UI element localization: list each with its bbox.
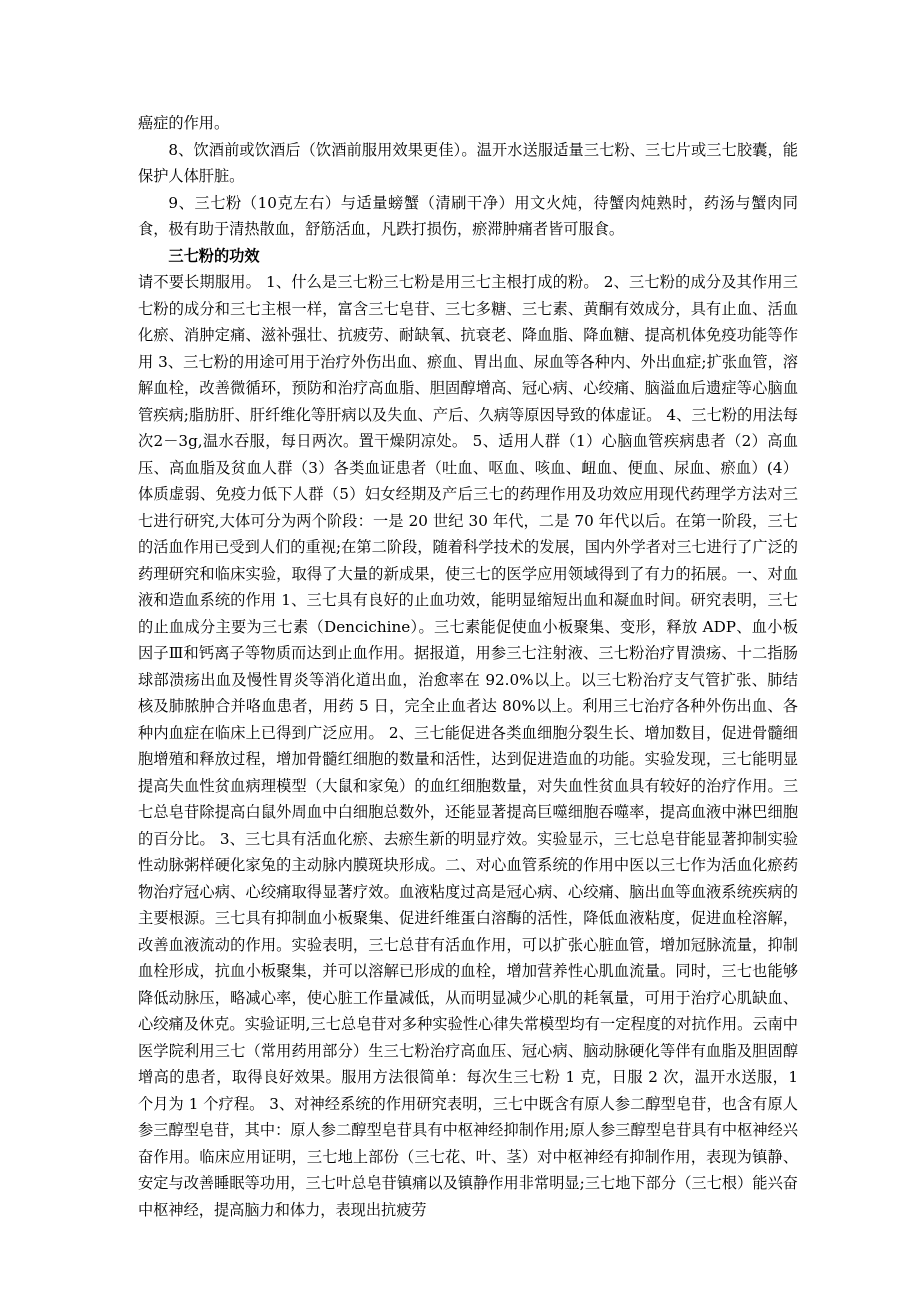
paragraph-item-8: 8、饮酒前或饮酒后（饮酒前服用效果更佳）。温开水送服适量三七粉、三七片或三七胶囊，能保护人体肝脏。 (138, 140, 798, 185)
paragraph-main-body: 请不要长期服用。 1、什么是三七粉三七粉是用三七主根打成的粉。 2、三七粉的成分及其作用三七粉的成分和三七主根一样，富含三七皂苷、三七多糖、三七素、黄酮有效成分，具有止血、活血化瘀、消肿定痛、滋补强壮、抗疲劳、耐缺氧、抗衰老、降血脂、降血糖、提高机体免疫功能等作用 3、三七粉的用途可用于治疗外伤出血、瘀血、胃出血、尿血等各种内、外出血症;扩张血管，溶解血栓，改善微循环，预防和治疗高血脂、胆固醇增高、冠心病、心绞痛、脑溢血后遗症等心脑血管疾病;脂肪肝、肝纤维化等肝病以及失血、产后、久病等原因导致的体虚证。 4、三七粉的用法每次2－3g,温水吞服，每日两次。置干燥阴凉处。 5、适用人群（1）心脑血管疾病患者（2）高血压、高血脂及贫血人群（3）各类血证患者（吐血、呕血、咳血、衄血、便血、尿血、瘀血）(4）体质虚弱、免疫力低下人群（5）妇女经期及产后三七的药理作用及功效应用现代药理学方法对三七进行研究,大体可分为两个阶段：一是 20 世纪 30 年代，二是 70 年代以后。在第一阶段，三七的活血作用已受到人们的重视;在第二阶段，随着科学技术的发展，国内外学者对三七进行了广泛的药理研究和临床实验，取得了大量的新成果，使三七的医学应用领域得到了有力的拓展。一、对血液和造血系统的作用 1、三七具有良好的止血功效，能明显缩短出血和凝血时间。研究表明，三七的止血成分主要为三七素（Dencichine）。三七素能促使血小板聚集、变形，释放 ADP、血小板因子Ⅲ和钙离子等物质而达到止血作用。据报道，用参三七注射液、三七粉治疗胃溃疡、十二指肠球部溃疡出血及慢性胃炎等消化道出血，治愈率在 92.0%以上。以三七粉治疗支气管扩张、肺结核及肺脓肿合并咯血患者，用药 5 日，完全止血者达 80%以上。利用三七治疗各种外伤出血、各种内血症在临床上已得到广泛应用。 2、三七能促进各类血细胞分裂生长、增加数目，促进骨髓细胞增殖和释放过程，增加骨髓红细胞的数量和活性，达到促进造血的功能。实验发现，三七能明显提高失血性贫血病理模型（大鼠和家兔）的血红细胞数量，对失血性贫血具有较好的治疗作用。三七总皂苷除提高白鼠外周血中白细胞总数外，还能显著提高巨噬细胞吞噬率，提高血液中淋巴细胞的百分比。 3、三七具有活血化瘀、去瘀生新的明显疗效。实验显示，三七总皂苷能显著抑制实验性动脉粥样硬化家兔的主动脉内膜斑块形成。二、对心血管系统的作用中医以三七作为活血化瘀药物治疗冠心病、心绞痛取得显著疗效。血液粘度过高是冠心病、心绞痛、脑出血等血液系统疾病的主要根源。三七具有抑制血小板聚集、促进纤维蛋白溶酶的活性，降低血液粘度，促进血栓溶解，改善血液流动的作用。实验表明，三七总苷有活血作用，可以扩张心脏血管，增加冠脉流量，抑制血栓形成，抗血小板聚集，并可以溶解已形成的血栓，增加营养性心肌血流量。同时，三七也能够降低动脉压，略减心率，使心脏工作量减低，从而明显减少心肌的耗氧量，可用于治疗心肌缺血、心绞痛及休克。实验证明,三七总皂苷对多种实验性心律失常模型均有一定程度的对抗作用。云南中医学院利用三七（常用药用部分）生三七粉治疗高血压、冠心病、脑动脉硬化等伴有血脂及胆固醇增高的患者，取得良好效果。服用方法很简单：每次生三七粉 1 克，日服 2 次，温开水送服，1 个月为 1 个疗程。 3、对神经系统的作用研究表明，三七中既含有原人参二醇型皂苷，也含有原人参三醇型皂苷，其中：原人参二醇型皂苷具有中枢神经抑制作用;原人参三醇型皂苷具有中枢神经兴奋作用。临床应用证明，三七地上部份（三七花、叶、茎）对中枢神经有抑制作用，表现为镇静、安定与改善睡眠等功用，三七叶总皂苷镇痛以及镇静作用非常明显;三七地下部分（三七根）能兴奋中枢神经，提高脑力和体力，表现出抗疲劳 (138, 273, 798, 1219)
section-heading: 三七粉的功效 (168, 246, 260, 265)
document-body (138, 110, 798, 1223)
paragraph-item-9: 9、三七粉（10克左右）与适量螃蟹（清刷干净）用文火炖，待蟹肉炖熟时，药汤与蟹肉同食，极有助于清热散血，舒筋活血，凡跌打损伤，瘀滞肿痛者皆可服食。 (138, 193, 798, 238)
paragraph-fragment: 癌症的作用。 (138, 114, 230, 132)
